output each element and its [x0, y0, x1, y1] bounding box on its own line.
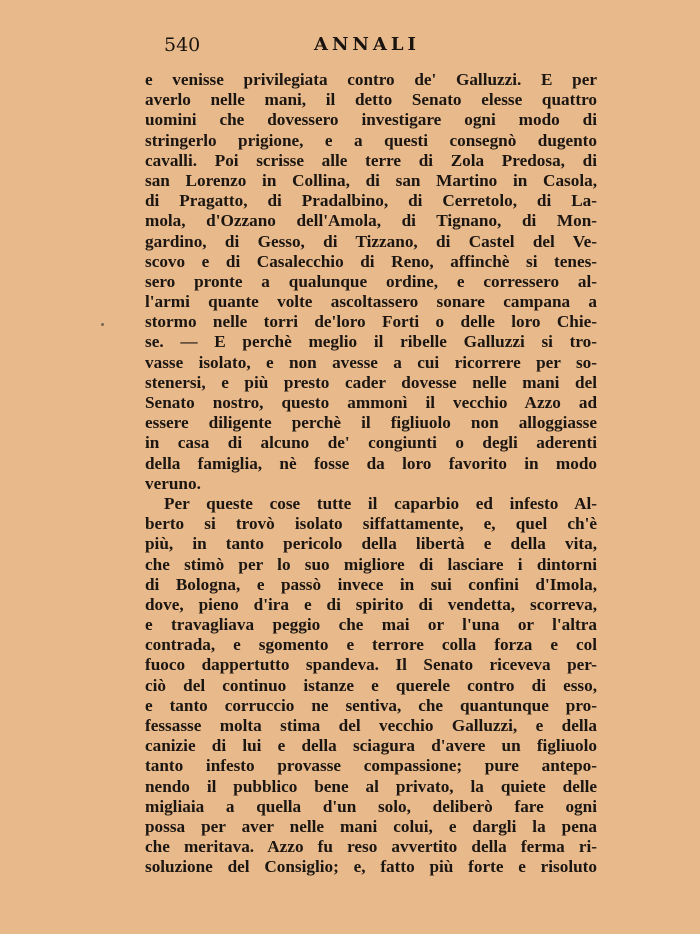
body-text — [145, 70, 597, 878]
text-line: sero pronte a qualunque ordine, e corressero al- — [145, 271, 597, 291]
page-header — [0, 30, 700, 60]
text-line: e tanto corruccio ne sentiva, che quantunque pro- — [145, 695, 597, 715]
text-line: e travagliava peggio che mai or l'una or l'altra — [145, 615, 597, 635]
text-line: più, in tanto pericolo della libertà e della vita, — [145, 534, 597, 554]
text-line: berto si trovò isolato siffattamente, e, quel ch'è — [145, 514, 597, 534]
text-line: mola, d'Ozzano dell'Amola, di Tignano, di Mon- — [145, 211, 597, 231]
text-line: san Lorenzo in Collina, di san Martino in Casola, — [145, 170, 597, 190]
text-line: gardino, di Gesso, di Tizzano, di Castel del Ve- — [145, 231, 597, 251]
text-line: migliaia a quella d'un solo, deliberò fare ogni — [145, 796, 597, 816]
margin-speck — [101, 323, 104, 326]
text-line: contrada, e sgomento e terrore colla forza e col — [145, 635, 597, 655]
text-line: vasse isolato, e non avesse a cui ricorrere per so- — [145, 352, 597, 372]
text-line: se. — E perchè meglio il ribelle Galluzzi si tro- — [145, 332, 597, 352]
text-line: dove, pieno d'ira e di spirito di vendetta, scorreva, — [145, 594, 597, 614]
text-line: fessasse molta stima del vecchio Galluzzi, e della — [145, 716, 597, 735]
text-line: uomini che dovessero investigare ogni modo di — [145, 110, 597, 130]
text-line: che stimò per lo suo migliore di lasciare i dintorni — [145, 554, 597, 574]
text-line: in casa di alcuno de' congiunti o degli aderenti — [145, 433, 597, 453]
text-line: stringerlo prigione, e a questi consegnò dugento — [145, 130, 597, 150]
text-line: essere diligente perchè il figliuolo non alloggiasse — [145, 413, 597, 433]
paragraph-start-line: Per queste cose tutte il caparbio ed infesto Al- — [164, 493, 597, 513]
text-line: che meritava. Azzo fu reso avvertito della ferma ri- — [145, 837, 597, 857]
text-line: veruno. — [145, 473, 201, 493]
text-line: di Pragatto, di Pradalbino, di Cerretolo, di La- — [145, 191, 597, 211]
text-line: della famiglia, nè fosse da loro favorito in modo — [145, 453, 597, 473]
text-line: soluzione del Consiglio; e, fatto più forte e risoluto — [145, 857, 597, 877]
running-title: ANNALI — [314, 34, 420, 55]
text-line: cavalli. Poi scrisse alle terre di Zola Predosa, di — [145, 150, 597, 170]
text-line: ciò del continuo istanze e querele contro di esso, — [145, 675, 597, 695]
text-line: tanto infesto provasse compassione; pure antepo- — [145, 756, 597, 776]
text-line: Senato nostro, questo ammonì il vecchio Azzo ad — [145, 393, 597, 412]
text-line: l'armi quante volte ascoltassero sonare campana a — [145, 292, 597, 312]
text-line: stenersi, e più presto cader dovesse nelle mani del — [145, 372, 597, 392]
page-number: 540 — [164, 34, 201, 56]
text-line: e venisse privilegiata contro de' Galluzzi. E per — [145, 70, 597, 89]
text-line: canizie di lui e della sciagura d'avere un figliuolo — [145, 736, 597, 756]
text-line: stormo nelle torri de'loro Forti o delle loro Chie- — [145, 312, 597, 332]
text-line: fuoco dappertutto spandeva. Il Senato riceveva per- — [145, 655, 597, 675]
text-line: di Bologna, e passò invece in sui confini d'Imola, — [145, 574, 597, 594]
text-line: scovo e di Casalecchio di Reno, affinchè si tenes- — [145, 251, 597, 271]
text-line: possa per aver nelle mani colui, e dargli la pena — [145, 816, 597, 836]
text-line: averlo nelle mani, il detto Senato elesse quattro — [145, 90, 597, 110]
text-line: nendo il pubblico bene al privato, la quiete delle — [145, 776, 597, 796]
